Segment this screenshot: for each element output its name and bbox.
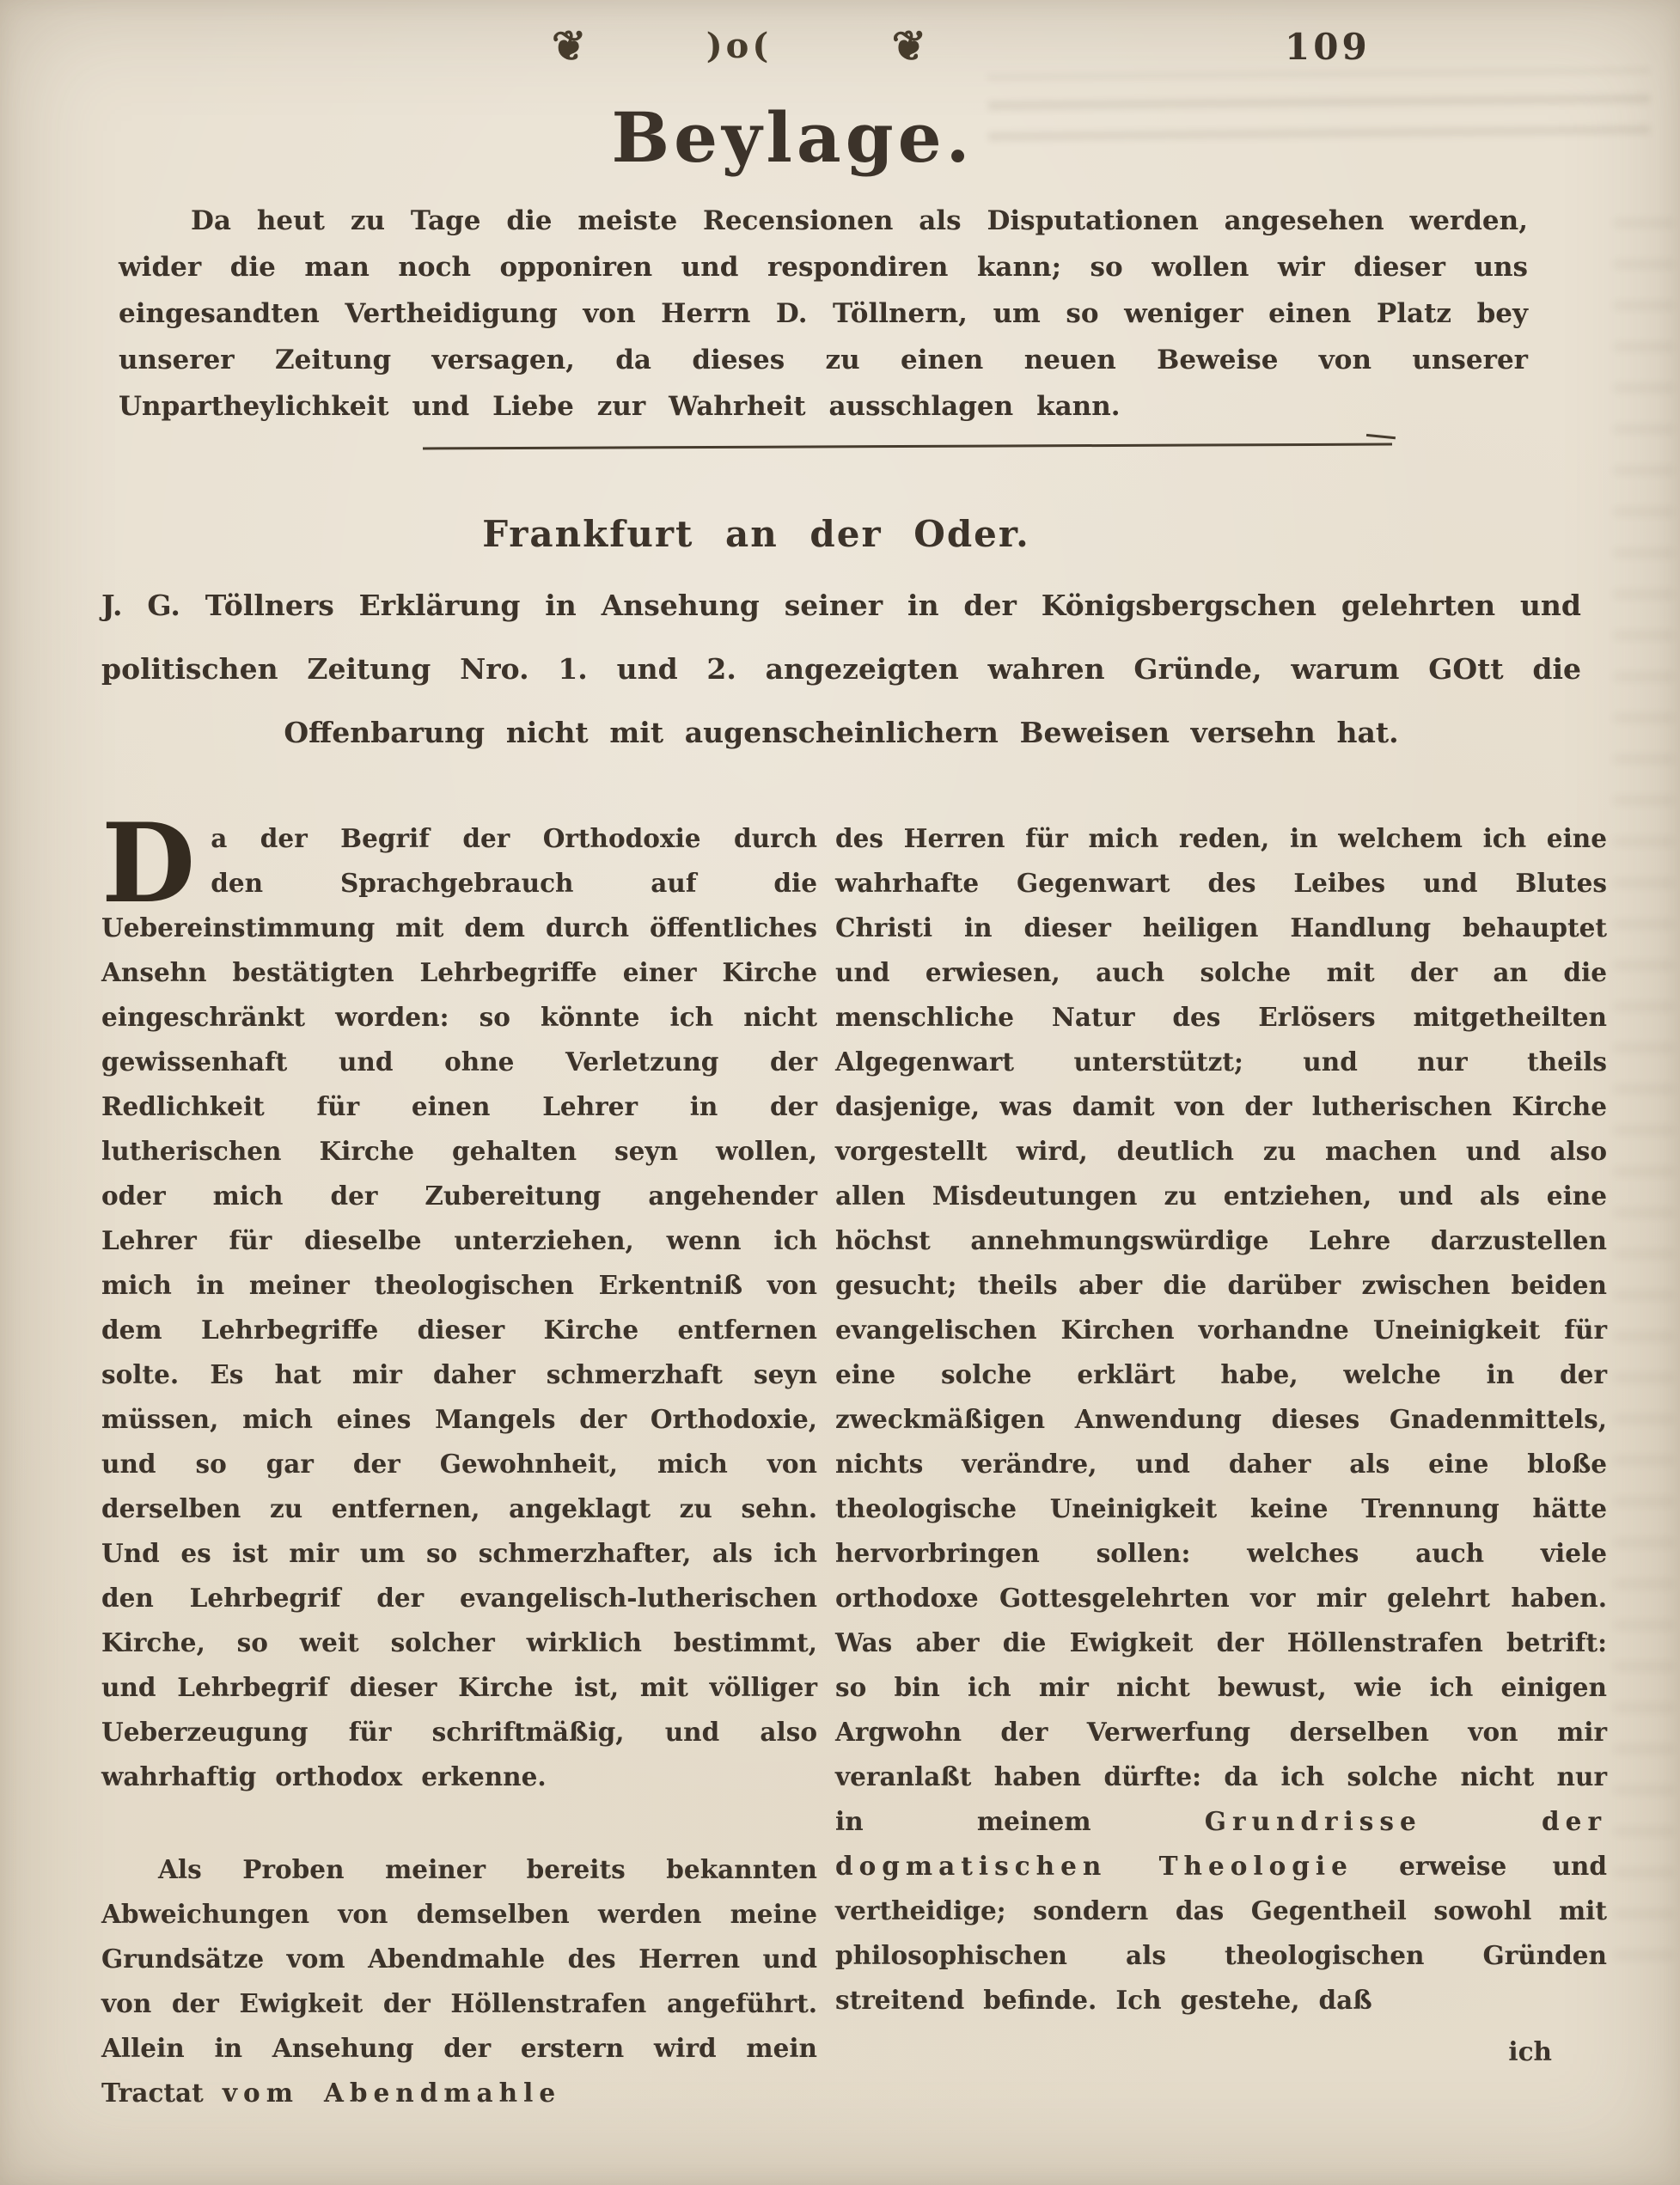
- paragraph-3: [835, 816, 1607, 2023]
- signature-mark: )o(: [706, 26, 773, 66]
- section-divider-rule: [423, 443, 1392, 450]
- drop-cap: D: [101, 800, 196, 927]
- masthead-title: Beylage.: [611, 97, 974, 178]
- article-heading: Frankfurt an der Oder.: [482, 513, 1030, 555]
- paragraph-3-text-end: erweise und vertheidige; sondern das Gegentheil sowohl mit philosophischen als theologischen Gründen streitend befinde. Ich gestehe, daß: [835, 1851, 1607, 2015]
- fleuron-ornament-left-icon: ❦: [552, 22, 587, 70]
- article-subtitle: J. G. Töllners Erklärung in Ansehung seiner in der Königsbergschen gelehrten und politischen Zeitung Nro. 1. und 2. angezeigten wahren Gründe, warum GOtt die Offenbarung nicht mit augenscheinlichern Beweisen versehn hat.: [101, 589, 1581, 749]
- page-number: 109: [1285, 26, 1371, 68]
- paragraph-1-text: a der Begrif der Orthodoxie durch den Sprachgebrauch auf die Uebereinstimmung mit dem durch öffentliches Ansehn bestätigten Lehrbegriffe einer Kirche eingeschränkt worden: so könnte ich nicht gewissenhaft und ohne Verletzung der Redlichkeit für einen Lehrer in der lutherischen Kirche gehalten seyn wollen, oder mich der Zubereitung angehender Lehrer für dieselbe unterziehen, wenn ich mich in meiner theologischen Erkentniß von dem Lehrbegriffe dieser Kirche entfernen solte. Es hat mir daher schmerzhaft seyn müssen, mich eines Mangels der Orthodoxie, und so gar der Gewohnheit, mich von derselben zu entfernen, angeklagt zu sehn. Und es ist mir um so schmerzhafter, als ich den Lehrbegrif der evangelisch-lutherischen Kirche, so weit solcher wirklich bestimmt, und Lehrbegrif dieser Kirche ist, mit völliger Ueberzeugung für schriftmäßig, und also wahrhaftig orthodox erkenne.: [101, 823, 817, 1791]
- paragraph-2: [101, 1847, 817, 2115]
- verso-show-through-right: [1614, 198, 1674, 1959]
- paragraph-3-letterspaced-phrase: Grundrisse der dogmatischen Theologie: [835, 1806, 1607, 1881]
- catchword: ich: [1508, 2036, 1552, 2066]
- page-header: [552, 22, 926, 70]
- paragraph-2-text: Als Proben meiner bereits bekannten Abweichungen von demselben werden meine Grundsätze vom Abendmahle des Herren und von der Ewigkeit der Höllenstrafen angeführt. Allein in Ansehung der erstern wird mein Tractat: [101, 1854, 817, 2108]
- editorial-note: Da heut zu Tage die meiste Recensionen als Disputationen angesehen werden, wider die man noch opponiren und respondiren kann; so wollen wir dieser uns eingesandten Vertheidigung von Herrn D. Töllnern, um so weniger einen Platz bey unserer Zeitung versagen, da dieses zu einen neuen Beweise von unserer Unpartheylichkeit und Liebe zur Wahrheit ausschlagen kann.: [119, 205, 1528, 422]
- paragraph-3-text: des Herren für mich reden, in welchem ich eine wahrhafte Gegenwart des Leibes und Blutes Christi in dieser heiligen Handlung behauptet und erwiesen, auch solche mit der an die menschliche Natur des Erlösers mitgetheilten Algegenwart unterstützt; und nur theils dasjenige, was damit von der lutherischen Kirche vorgestellt wird, deutlich zu machen und also allen Misdeutungen zu entziehen, und als eine höchst annehmungswürdige Lehre darzustellen gesucht; theils aber die darüber zwischen beiden evangelischen Kirchen vorhandne Uneinigkeit für eine solche erklärt habe, welche in der zweckmäßigen Anwendung dieses Gnadenmittels, nichts verändre, und daher als eine bloße theologische Uneinigkeit keine Trennung hätte hervorbringen sollen: welches auch viele orthodoxe Gottesgelehrten vor mir gelehrt haben. Was aber die Ewigkeit der Höllenstrafen betrift: so bin ich mir nicht bewust, wie ich einigen Argwohn der Verwerfung derselben von mir veranlaßt haben dürfte: da ich solche nicht nur in meinem: [835, 823, 1607, 1836]
- article-body: [101, 800, 1607, 2115]
- paragraph-1: [101, 800, 817, 1799]
- right-column: [835, 816, 1607, 2115]
- paragraph-2-letterspaced-phrase: vom Abendmahle: [222, 2078, 562, 2108]
- fleuron-ornament-right-icon: ❦: [891, 22, 926, 70]
- left-column: [101, 800, 817, 2115]
